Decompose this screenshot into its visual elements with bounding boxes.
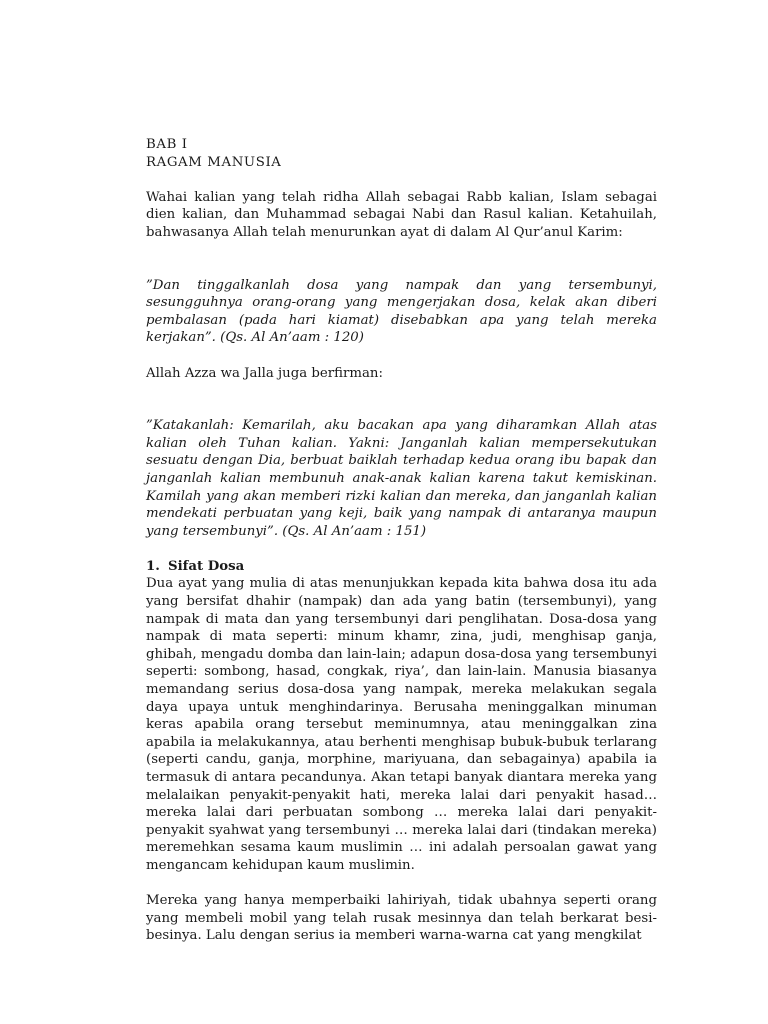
document-page <box>146 136 657 945</box>
quran-quote-120: ”Dan tinggalkanlah dosa yang nampak dan yang tersembunyi, sesungguhnya orang-orang yang mengerjakan dosa, kelak akan diberi pembalasan (pada hari kiamat) disebabkan apa yang telah mereka kerjakan”. (Qs. Al An’aam : 120) <box>146 277 657 346</box>
transition-line: Allah Azza wa Jalla juga berfirman: <box>146 365 383 381</box>
chapter-label: BAB I <box>146 137 188 152</box>
quran-quote-151: ”Katakanlah: Kemarilah, aku bacakan apa yang diharamkan Allah atas kalian oleh Tuhan kalian. Yakni: Janganlah kalian mempersekutukan sesuatu dengan Dia, berbuat baiklah terhadap kedua orang ibu bapak dan janganlah kalian membunuh anak-anak kalian karena takut kemiskinan. Kamilah yang akan memberi rizki kalian dan mereka, dan janganlah kalian mendekati perbuatan yang keji, baik yang nampak di antaranya maupun yang tersembunyi”. (Qs. Al An’aam : 151) <box>146 418 657 539</box>
intro-paragraph: Wahai kalian yang telah ridha Allah sebagai Rabb kalian, Islam sebagai dien kalian, dan Muhammad sebagai Nabi dan Rasul kalian. Ketahuilah, bahwasanya Allah telah menurunkan ayat di dalam Al Qur’anul Karim: <box>146 189 657 240</box>
section-heading <box>146 558 657 576</box>
section-body: Dua ayat yang mulia di atas menunjukkan kepada kita bahwa dosa itu ada yang bersifat dhahir (nampak) dan ada yang batin (tersembunyi), yang nampak di mata dan yang tersembunyi dari penglihatan. Dosa-dosa yang nampak di mata seperti: minum khamr, zina, judi, menghisap ganja, ghibah, mengadu domba dan lain-lain; adapun dosa-dosa yang tersembunyi seperti: sombong, hasad, congkak, riya’, dan lain-lain. Manusia biasanya memandang serius dosa-dosa yang nampak, mereka melakukan segala daya upaya untuk menghindarinya. Berusaha meninggalkan minuman keras apabila orang tersebut meminumnya, atau meninggalkan zina apabila ia melakukannya, atau berhenti menghisap bubuk-bubuk terlarang (seperti candu, ganja, morphine, mariyuana, dan sebagainya) apabila ia termasuk di antara pecandunya. Akan tetapi banyak diantara mereka yang melalaikan penyakit-penyakit hati, mereka lalai dari penyakit hasad… mereka lalai dari perbuatan sombong … mereka lalai dari penyakit-penyakit syahwat yang tersembunyi … mereka lalai dari (tindakan mereka) meremehkan sesama kaum muslimin … ini adalah persoalan gawat yang mengancam kehidupan kaum muslimin. <box>146 576 657 873</box>
chapter-title: RAGAM MANUSIA <box>146 154 282 170</box>
section-number: 1. <box>146 558 160 574</box>
section-body-continued: Mereka yang hanya memperbaiki lahiriyah, tidak ubahnya seperti orang yang membeli mobil yang telah rusak mesinnya dan telah berkarat besi-besinya. Lalu dengan serius ia memberi warna-warna cat yang mengkilat <box>146 893 657 944</box>
section-title: Sifat Dosa <box>168 558 245 574</box>
